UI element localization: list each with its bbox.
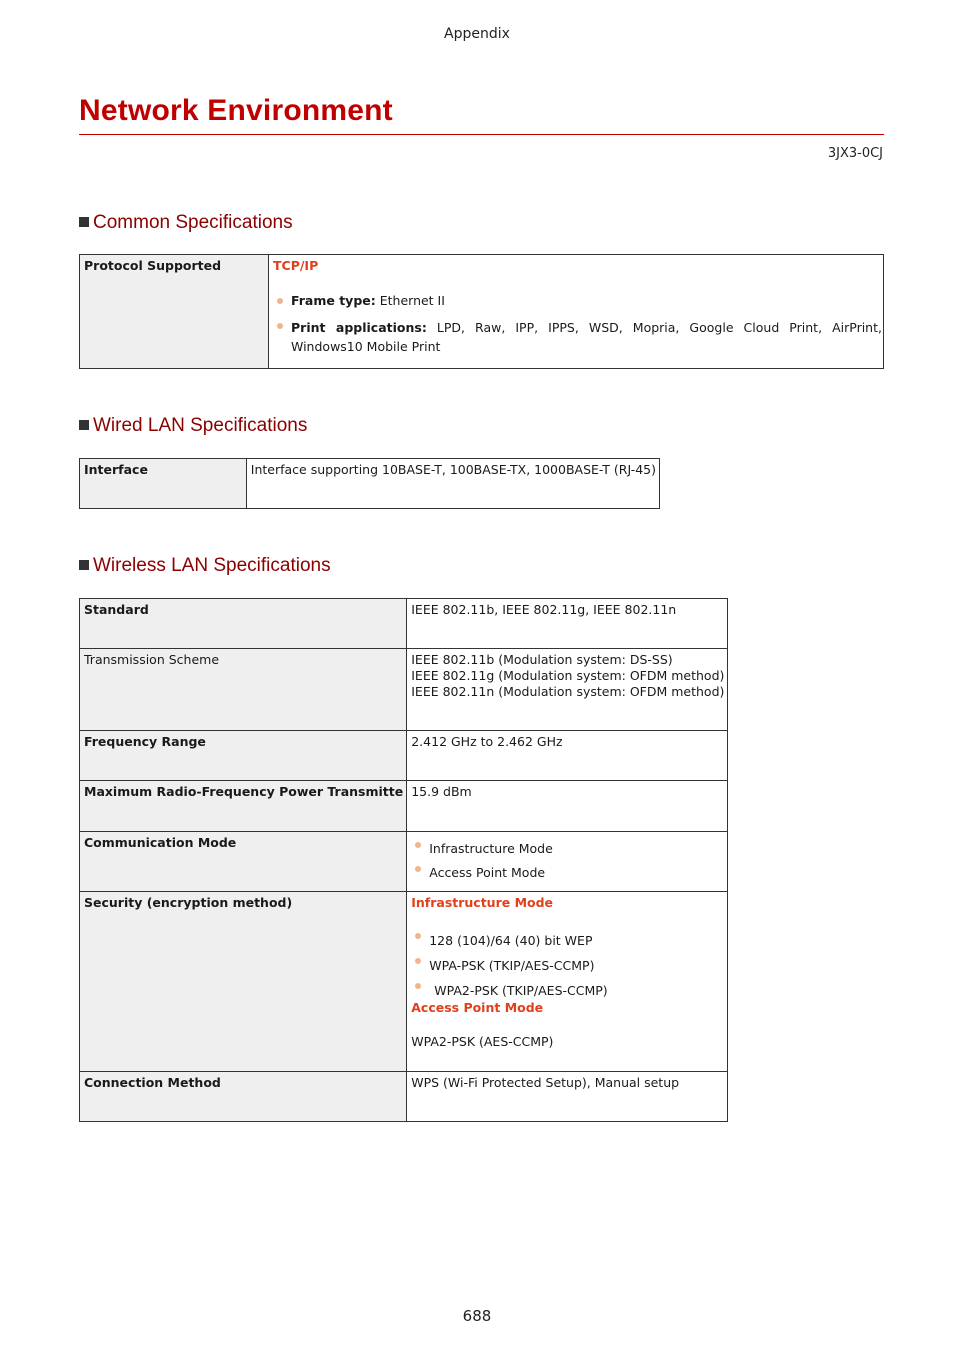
- section-heading-common: [79, 212, 293, 234]
- print-apps-label: Print applications:: [291, 320, 427, 335]
- standard-value: IEEE 802.11b, IEEE 802.11g, IEEE 802.11n: [407, 599, 728, 649]
- table-row: [80, 649, 728, 731]
- section-heading-wireless-text: Wireless LAN Specifications: [93, 555, 331, 576]
- security-infra-list: [411, 928, 724, 1003]
- list-item: Access Point Mode: [411, 861, 724, 885]
- square-bullet-icon: [79, 420, 89, 430]
- page-title: Network Environment: [79, 94, 393, 127]
- wireless-spec-table: [79, 598, 728, 1122]
- page-number: 688: [462, 1307, 492, 1325]
- transmission-line: IEEE 802.11g (Modulation system: OFDM method): [411, 668, 725, 683]
- security-infra-heading: Infrastructure Mode: [411, 895, 554, 910]
- running-head: Appendix: [444, 26, 510, 42]
- protocol-list: [273, 293, 880, 356]
- transmission-label: Transmission Scheme: [80, 649, 407, 731]
- transmission-line: IEEE 802.11b (Modulation system: DS-SS): [411, 652, 673, 667]
- wired-spec-table: [79, 458, 660, 509]
- frequency-label: Frequency Range: [80, 731, 407, 781]
- connection-label: Connection Method: [80, 1072, 407, 1122]
- table-row: [80, 255, 884, 369]
- comm-mode-value-cell: [407, 832, 728, 892]
- list-item: 128 (104)/64 (40) bit WEP: [411, 928, 724, 953]
- list-item: WPA2-PSK (TKIP/AES-CCMP): [411, 978, 724, 1003]
- power-value: 15.9 dBm: [407, 781, 728, 832]
- interface-value: Interface supporting 10BASE-T, 100BASE-TX, 1000BASE-T (RJ-45): [246, 459, 659, 509]
- table-row: [80, 892, 728, 1072]
- list-item: Infrastructure Mode: [411, 837, 724, 861]
- protocol-value-cell: [269, 255, 884, 369]
- comm-mode-list: [411, 837, 724, 885]
- list-item: [273, 293, 880, 309]
- transmission-line: IEEE 802.11n (Modulation system: OFDM method): [411, 684, 725, 699]
- security-ap-value: WPA2-PSK (AES-CCMP): [411, 1034, 554, 1049]
- document-code: 3JX3-0CJ: [827, 146, 883, 161]
- connection-value: WPS (Wi-Fi Protected Setup), Manual setup: [407, 1072, 728, 1122]
- table-row: [80, 1072, 728, 1122]
- common-spec-table: [79, 254, 884, 369]
- list-item: WPA-PSK (TKIP/AES-CCMP): [411, 953, 724, 978]
- square-bullet-icon: [79, 560, 89, 570]
- table-row: [80, 781, 728, 832]
- square-bullet-icon: [79, 217, 89, 227]
- security-ap-heading: Access Point Mode: [411, 1000, 544, 1015]
- section-heading-wired-text: Wired LAN Specifications: [93, 415, 308, 436]
- security-label: Security (encryption method): [80, 892, 407, 1072]
- power-label: Maximum Radio-Frequency Power Transmitte: [80, 781, 407, 832]
- table-row: [80, 731, 728, 781]
- tcpip-heading: TCP/IP: [273, 258, 319, 273]
- frequency-value: 2.412 GHz to 2.462 GHz: [407, 731, 728, 781]
- comm-mode-label: Communication Mode: [80, 832, 407, 892]
- section-heading-common-text: Common Specifications: [93, 212, 293, 233]
- section-heading-wired: [79, 415, 307, 437]
- protocol-label: Protocol Supported: [80, 255, 269, 369]
- security-value-cell: [407, 892, 728, 1072]
- title-rule: [79, 134, 884, 135]
- standard-label: Standard: [80, 599, 407, 649]
- frame-type-label: Frame type:: [291, 293, 376, 308]
- frame-type-value: Ethernet II: [379, 293, 445, 308]
- section-heading-wireless: [79, 555, 331, 577]
- transmission-value-cell: [407, 649, 728, 731]
- table-row: [80, 459, 660, 509]
- list-item: [273, 318, 882, 356]
- print-apps-value: LPD, Raw, IPP, IPPS, WSD, Mopria, Google Cloud Print, AirPrint, Windows10 Mobile Print: [291, 320, 882, 354]
- table-row: [80, 832, 728, 892]
- table-row: [80, 599, 728, 649]
- interface-label: Interface: [80, 459, 247, 509]
